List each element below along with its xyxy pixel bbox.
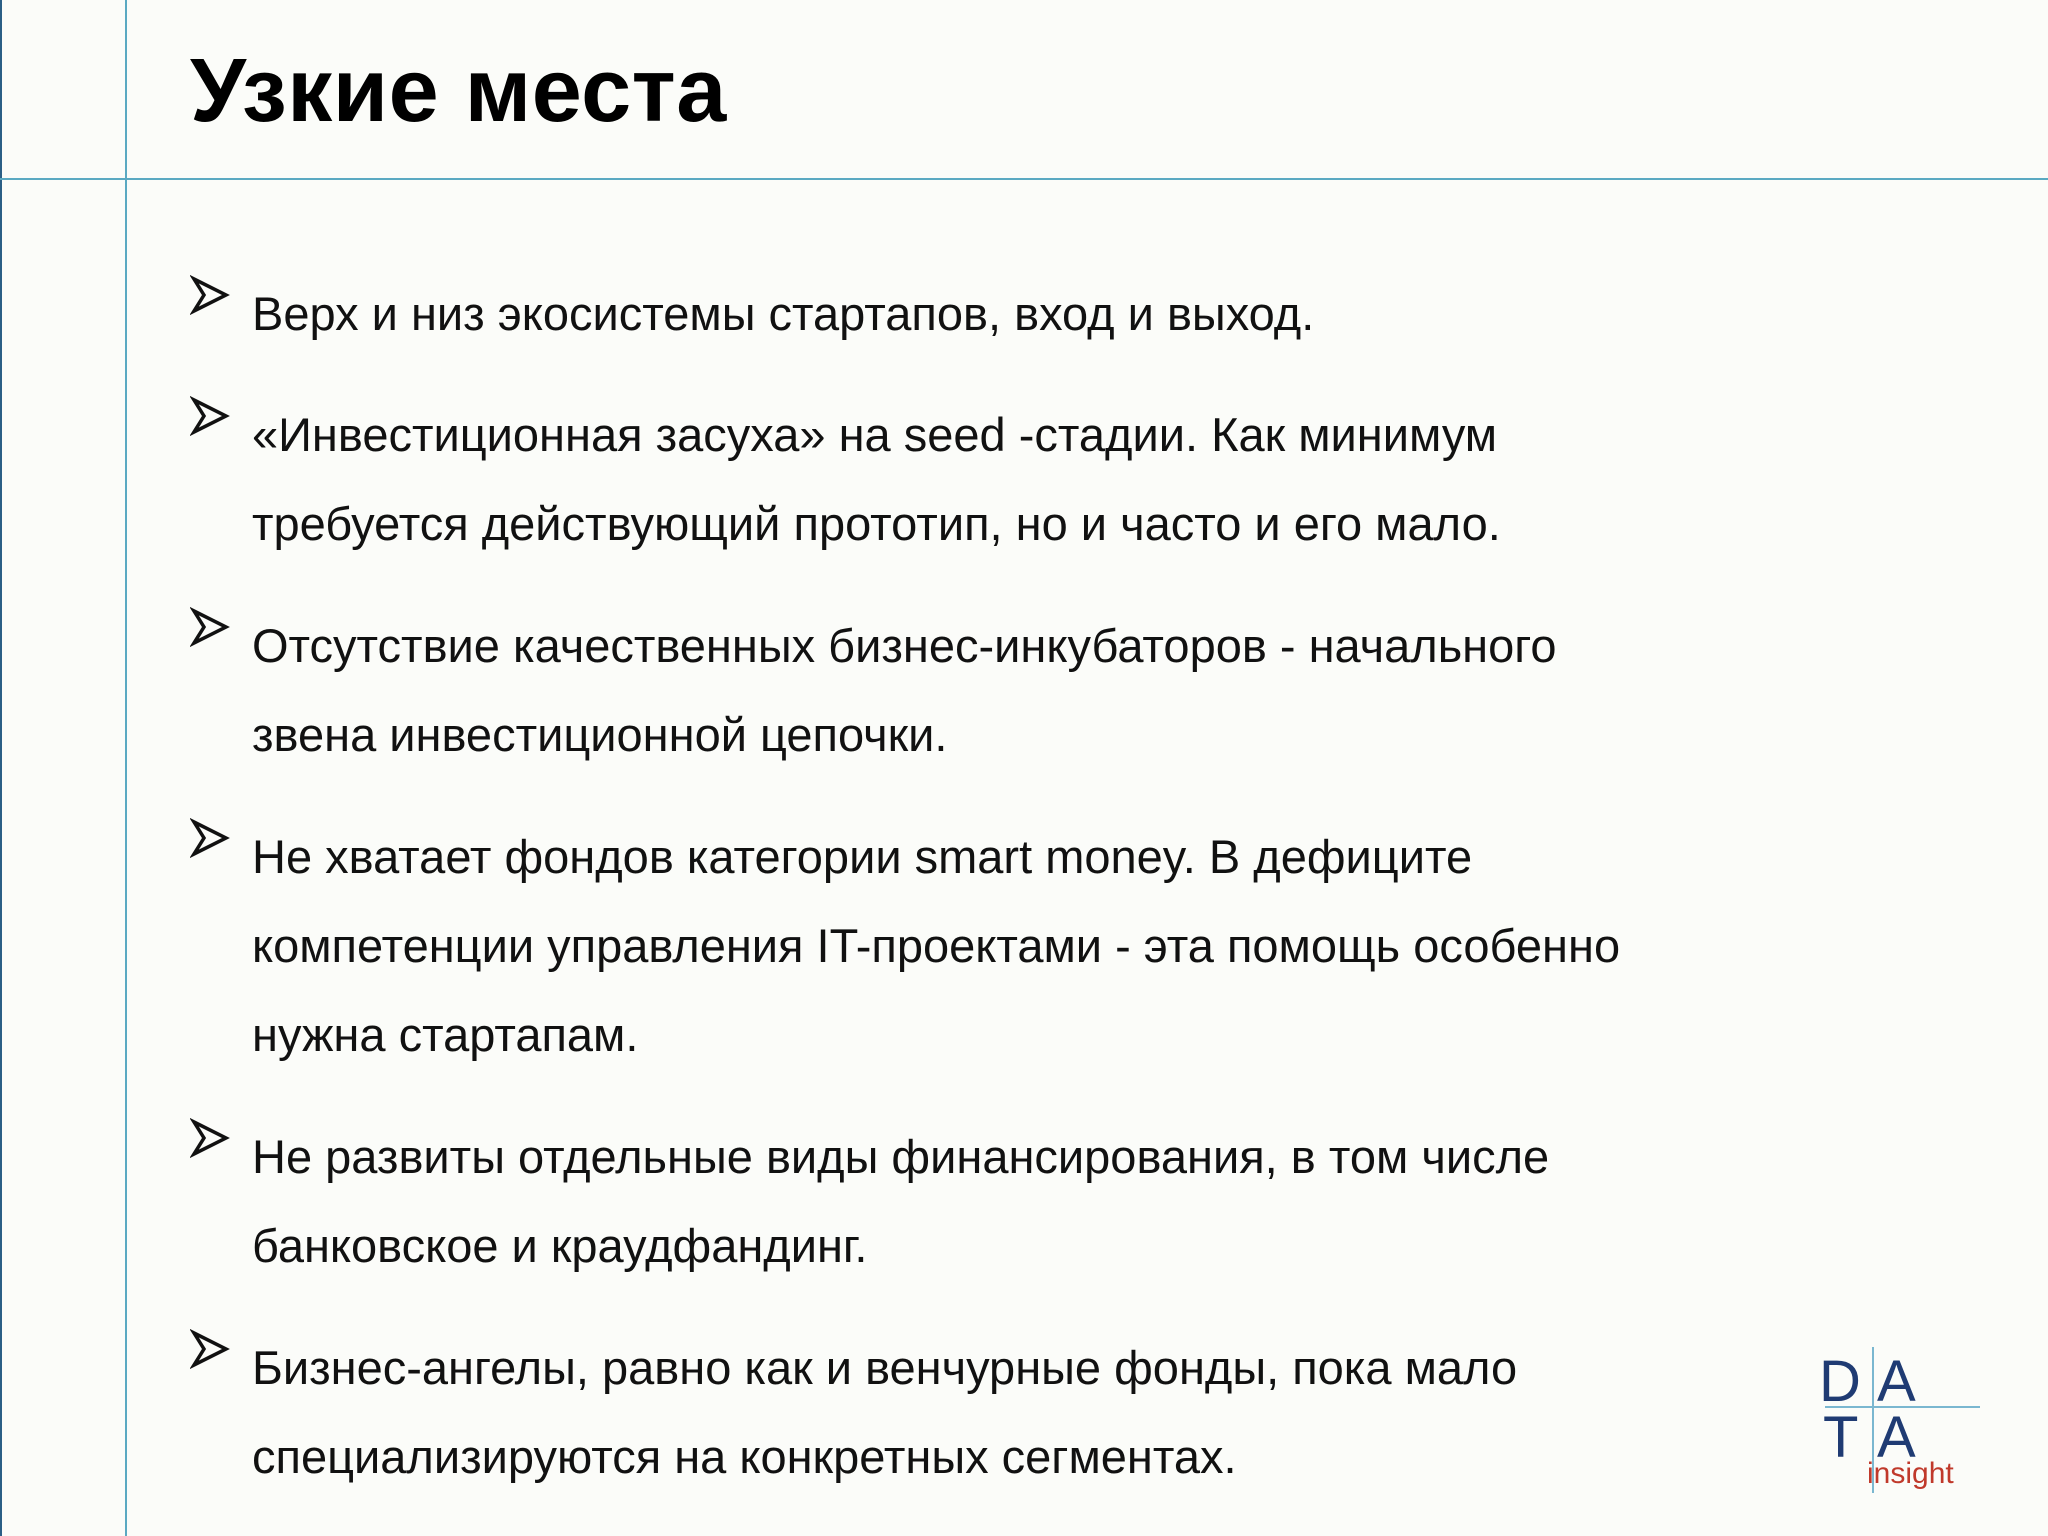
slide-title: Узкие места (190, 41, 727, 141)
logo-letter-a: A (1877, 1349, 1916, 1414)
arrowhead-bullet-icon (190, 818, 230, 858)
bullet-text: Отсутствие качественных бизнес-инкубаторов - начального звена инвестиционной цепочки. (252, 619, 1557, 761)
arrowhead-bullet-icon (190, 1118, 230, 1158)
bullet-text: Бизнес-ангелы, равно как и венчурные фонды, пока мало специализируются на конкретных сегментах. (252, 1341, 1518, 1483)
bullet-text: «Инвестиционная засуха» на seed -стадии. Как минимум требуется действующий прототип, но и часто и его мало. (252, 408, 1501, 550)
arrowhead-bullet-icon (190, 396, 230, 436)
logo-subtitle: insight (1867, 1457, 1954, 1490)
logo-letter-a-2: A (1877, 1405, 1916, 1470)
bullet-text: Не развиты отдельные виды финансирования, в том числе банковское и краудфандинг. (252, 1130, 1550, 1272)
bullet-text: Верх и низ экосистемы стартапов, вход и выход. (252, 287, 1315, 340)
logo-letter-d: D (1819, 1349, 1861, 1414)
logo-letter-t: T (1823, 1405, 1859, 1470)
vertical-rule-line (125, 0, 127, 1536)
left-edge-line (0, 0, 2, 1536)
data-insight-logo (1815, 1345, 1985, 1495)
arrowhead-bullet-icon (190, 607, 230, 647)
arrowhead-bullet-icon (190, 1329, 230, 1369)
bullet-text: Не хватает фондов категории smart money. В дефиците компетенции управления IT-проектами - эта помощь особенно нужна стартапам. (252, 830, 1621, 1061)
horizontal-rule-line (0, 178, 2048, 180)
arrowhead-bullet-icon (190, 275, 230, 315)
